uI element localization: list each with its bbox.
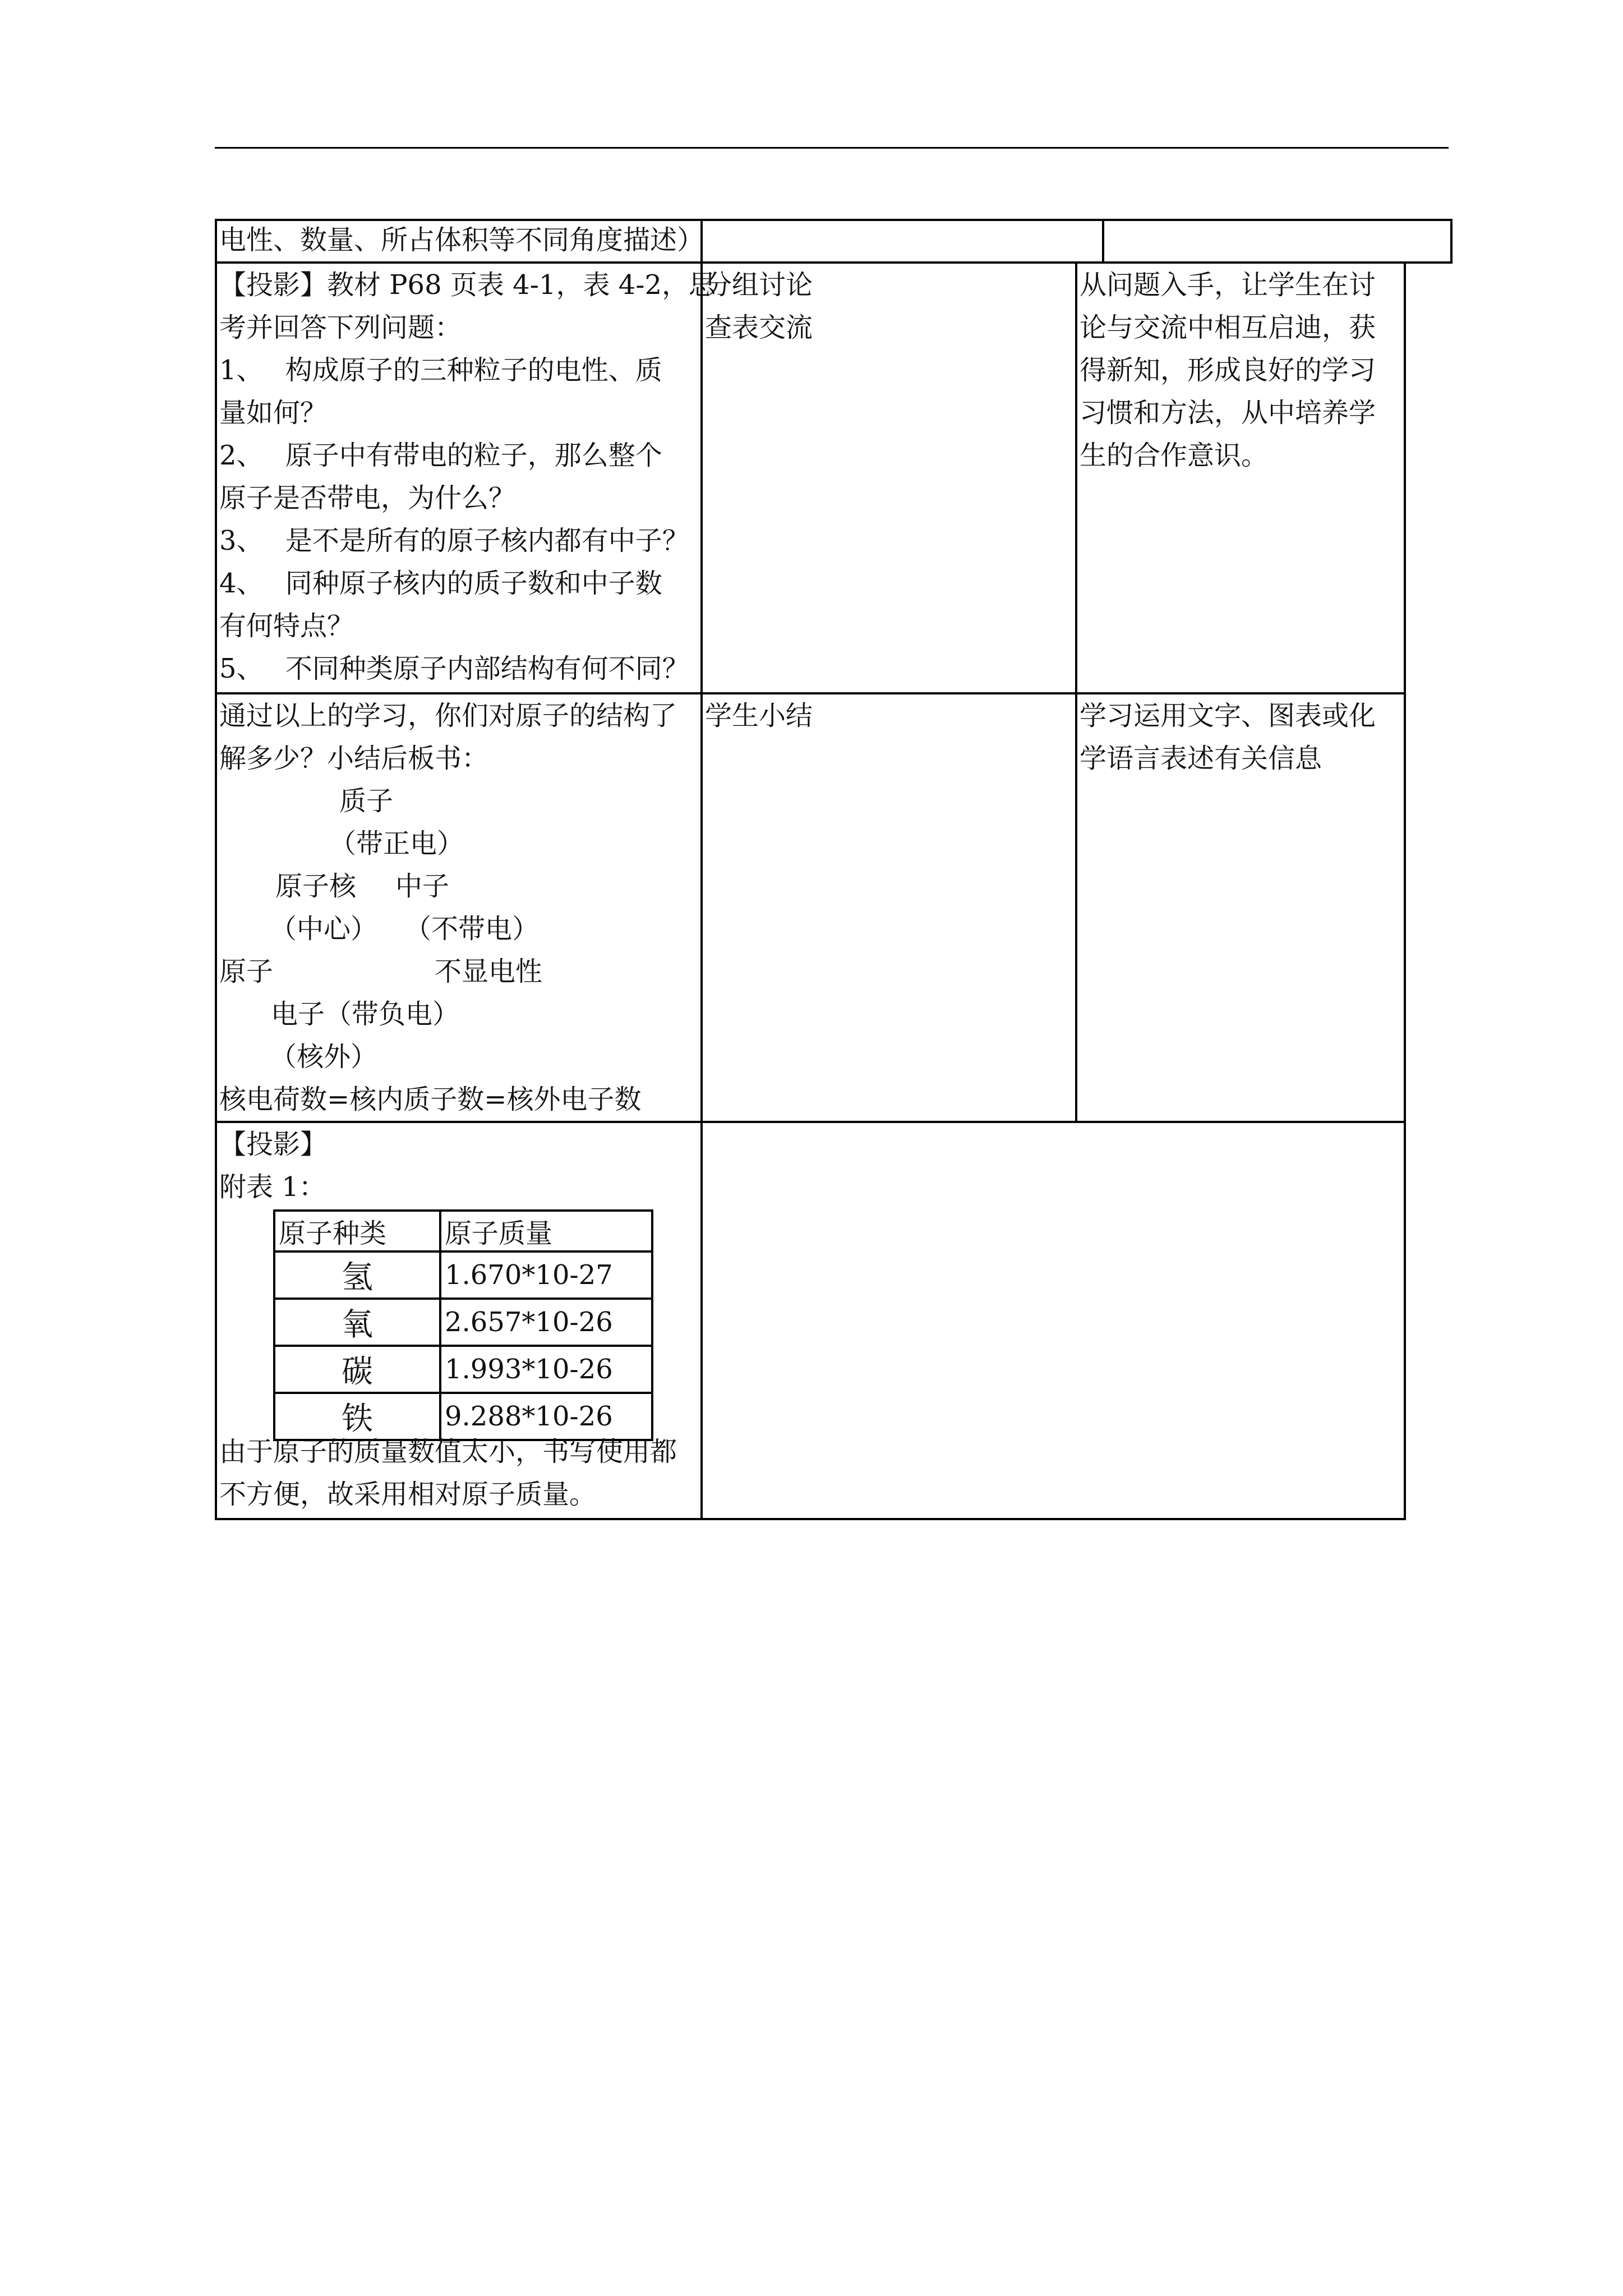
table-header-row: [274, 1211, 652, 1251]
row1-line-10: 5、 不同种类原子内部结构有何不同？: [219, 653, 689, 684]
row1-col2-line-1: 分组讨论: [705, 269, 813, 301]
row0-col3-cell: [1102, 219, 1453, 264]
header-rule: [215, 147, 1449, 149]
element-cell: 碳: [274, 1346, 440, 1393]
row3-col1-cell: [215, 1121, 703, 1520]
row0-col1-cell: [215, 219, 703, 264]
mass-cell: 9.288*10-26: [440, 1393, 652, 1440]
diagram-proton-charge: （带正电）: [329, 828, 464, 859]
row1-line-5: 2、 原子中有带电的粒子，那么整个: [219, 440, 662, 471]
charge-equation: 核电荷数=核内质子数=核外电子数: [219, 1084, 642, 1115]
row1-line-9: 有何特点？: [219, 610, 354, 642]
element-cell: 氧: [274, 1299, 440, 1346]
row1-line-1: 【投影】教材 P68 页表 4-1，表 4-2，思: [219, 269, 716, 301]
row2-col3-line-2: 学语言表述有关信息: [1080, 743, 1322, 774]
row3-col2-cell: [700, 1121, 1406, 1520]
diagram-nucleus: 原子核: [275, 871, 357, 902]
row2-col3-cell: [1075, 692, 1406, 1123]
mass-cell: 1.993*10-26: [440, 1346, 652, 1393]
element-cell: 氢: [274, 1251, 440, 1299]
row1-line-4: 量如何？: [219, 397, 328, 429]
table-caption: 附表 1：: [219, 1171, 326, 1203]
diagram-atom: 原子: [219, 956, 274, 987]
row1-col2-cell: [700, 261, 1077, 694]
mass-cell: 1.670*10-27: [440, 1251, 652, 1299]
row2-col2-cell: [700, 692, 1077, 1123]
row2-col3-line-1: 学习运用文字、图表或化: [1080, 700, 1376, 731]
row2-col2-text: 学生小结: [705, 700, 813, 731]
row1-col3-line-4: 习惯和方法，从中培养学: [1080, 397, 1376, 429]
table-header: 原子质量: [440, 1211, 652, 1251]
row2-line-1: 通过以上的学习，你们对原子的结构了: [219, 700, 677, 731]
row2-col1-cell: [215, 692, 703, 1123]
diagram-electron: 电子（带负电）: [271, 999, 460, 1030]
row1-col3-line-3: 得新知，形成良好的学习: [1080, 355, 1376, 386]
diagram-proton: 质子: [339, 785, 394, 817]
row0-col1-text: 电性、数量、所占体积等不同角度描述）: [219, 224, 704, 256]
row2-line-2: 解多少？小结后板书：: [219, 743, 489, 774]
row1-col3-line-5: 生的合作意识。: [1080, 440, 1269, 471]
atomic-mass-table: [273, 1209, 653, 1441]
table-row: [274, 1346, 652, 1393]
table-row: [274, 1251, 652, 1299]
row1-line-8: 4、 同种原子核内的质子数和中子数: [219, 568, 662, 599]
row1-line-7: 3、 是不是所有的原子核内都有中子？: [219, 525, 689, 556]
row1-line-2: 考并回答下列问题：: [219, 312, 462, 343]
row1-col3-line-1: 从问题入手，让学生在讨: [1080, 269, 1376, 301]
row1-col1-cell: [215, 261, 716, 694]
row1-line-3: 1、 构成原子的三种粒子的电性、质: [219, 355, 662, 386]
row1-line-6: 原子是否带电，为什么？: [219, 482, 516, 514]
row1-col3-line-2: 论与交流中相互启迪，获: [1080, 312, 1376, 343]
note-line-1: 由于原子的质量数值太小，书写使用都: [219, 1436, 677, 1467]
row1-col2-line-2: 查表交流: [705, 312, 813, 343]
mass-cell: 2.657*10-26: [440, 1299, 652, 1346]
row0-col2-cell: [700, 219, 1104, 264]
diagram-neutron: 中子: [395, 871, 450, 902]
table-header: 原子种类: [274, 1211, 440, 1251]
diagram-nucleus-pos: （中心）: [270, 913, 378, 945]
diagram-neutron-charge: （不带电）: [404, 913, 540, 945]
note-line-2: 不方便，故采用相对原子质量。: [219, 1479, 597, 1510]
diagram-electron-pos: （核外）: [270, 1041, 378, 1073]
table-row: [274, 1299, 652, 1346]
projection-heading: 【投影】: [219, 1129, 328, 1160]
element-cell: 铁: [274, 1393, 440, 1440]
row1-col3-cell: [1075, 261, 1406, 694]
diagram-neutral: 不显电性: [435, 956, 543, 987]
